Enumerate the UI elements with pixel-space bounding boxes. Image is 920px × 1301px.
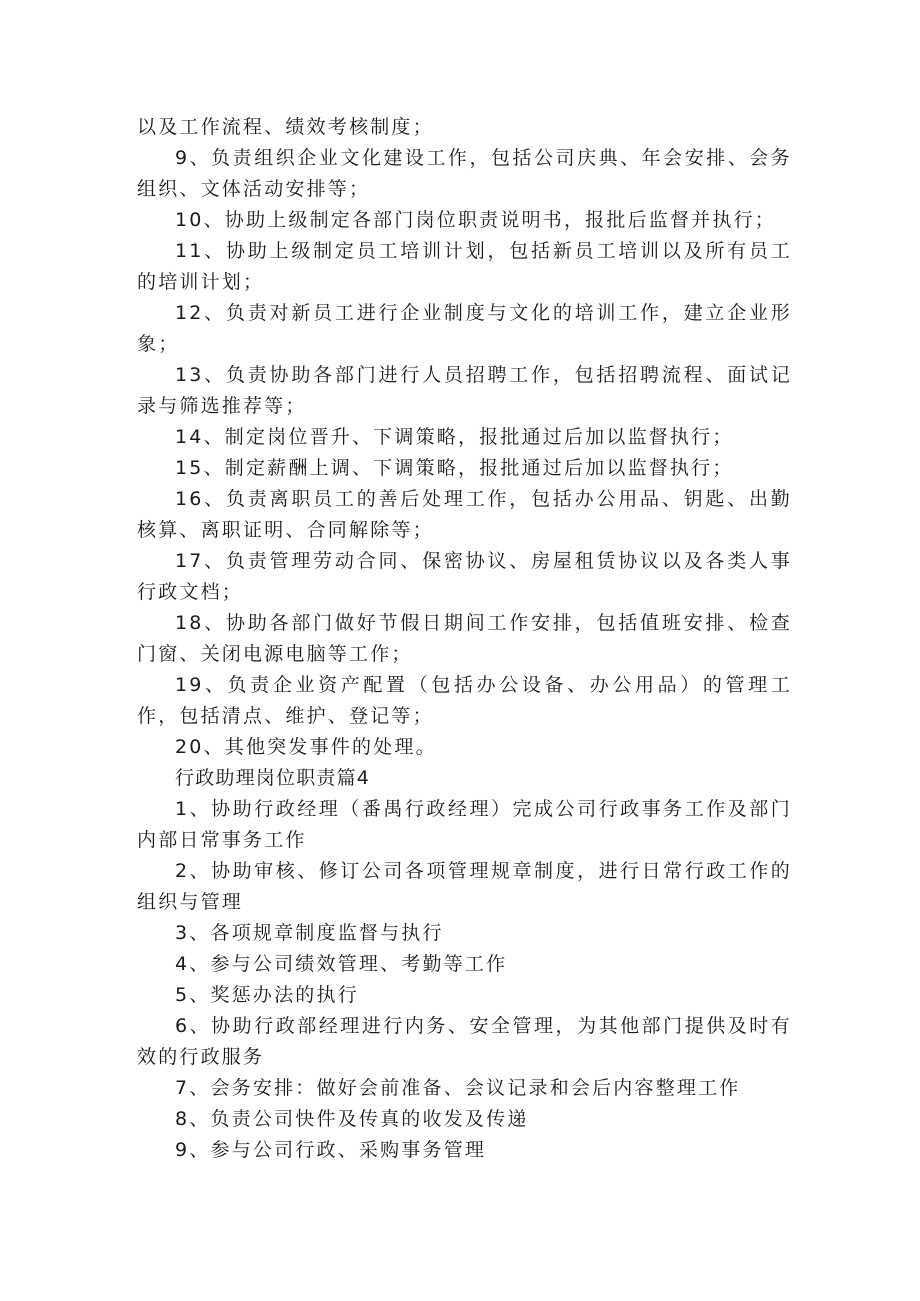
section4-item-8: 8、负责公司快件及传真的收发及传递 [175, 1108, 529, 1130]
section4-item-1: 1、协助行政经理（番禺行政经理）完成公司行政事务工作及部门内部日常事务工作 [137, 798, 792, 851]
paragraph-continuation: 以及工作流程、绩效考核制度； [137, 116, 434, 138]
section4-item-6: 6、协助行政部经理进行内务、安全管理，为其他部门提供及时有效的行政服务 [137, 1015, 792, 1068]
document-body [137, 112, 792, 1166]
duty-item-19: 19、负责企业资产配置（包括办公设备、办公用品）的管理工作，包括清点、维护、登记等； [137, 674, 792, 727]
section-heading: 行政助理岗位职责篇4 [175, 767, 371, 789]
duty-item-10: 10、协助上级制定各部门岗位职责说明书，报批后监督并执行； [175, 209, 776, 231]
section4-item-5: 5、奖惩办法的执行 [175, 984, 359, 1006]
duty-item-13: 13、负责协助各部门进行人员招聘工作，包括招聘流程、面试记录与筛选推荐等； [137, 364, 792, 417]
duty-item-15: 15、制定薪酬上调、下调策略，报批通过后加以监督执行； [175, 457, 734, 479]
duty-item-9: 9、负责组织企业文化建设工作，包括公司庆典、年会安排、会务组织、文体活动安排等； [137, 147, 792, 200]
section4-item-4: 4、参与公司绩效管理、考勤等工作 [175, 953, 508, 975]
duty-item-16: 16、负责离职员工的善后处理工作，包括办公用品、钥匙、出勤核算、离职证明、合同解除等； [137, 488, 792, 541]
section4-item-7: 7、会务安排：做好会前准备、会议记录和会后内容整理工作 [175, 1077, 741, 1099]
section4-item-2: 2、协助审核、修订公司各项管理规章制度，进行日常行政工作的组织与管理 [137, 860, 792, 913]
section4-item-3: 3、各项规章制度监督与执行 [175, 922, 444, 944]
duty-item-17: 17、负责管理劳动合同、保密协议、房屋租赁协议以及各类人事行政文档； [137, 550, 792, 603]
duty-item-12: 12、负责对新员工进行企业制度与文化的培训工作，建立企业形象； [137, 302, 792, 355]
duty-item-18: 18、协助各部门做好节假日期间工作安排，包括值班安排、检查门窗、关闭电源电脑等工作； [137, 612, 792, 665]
duty-item-20: 20、其他突发事件的处理。 [175, 736, 437, 758]
duty-item-11: 11、协助上级制定员工培训计划，包括新员工培训以及所有员工的培训计划； [137, 240, 792, 293]
duty-item-14: 14、制定岗位晋升、下调策略，报批通过后加以监督执行； [175, 426, 734, 448]
section4-item-9: 9、参与公司行政、采购事务管理 [175, 1139, 487, 1161]
